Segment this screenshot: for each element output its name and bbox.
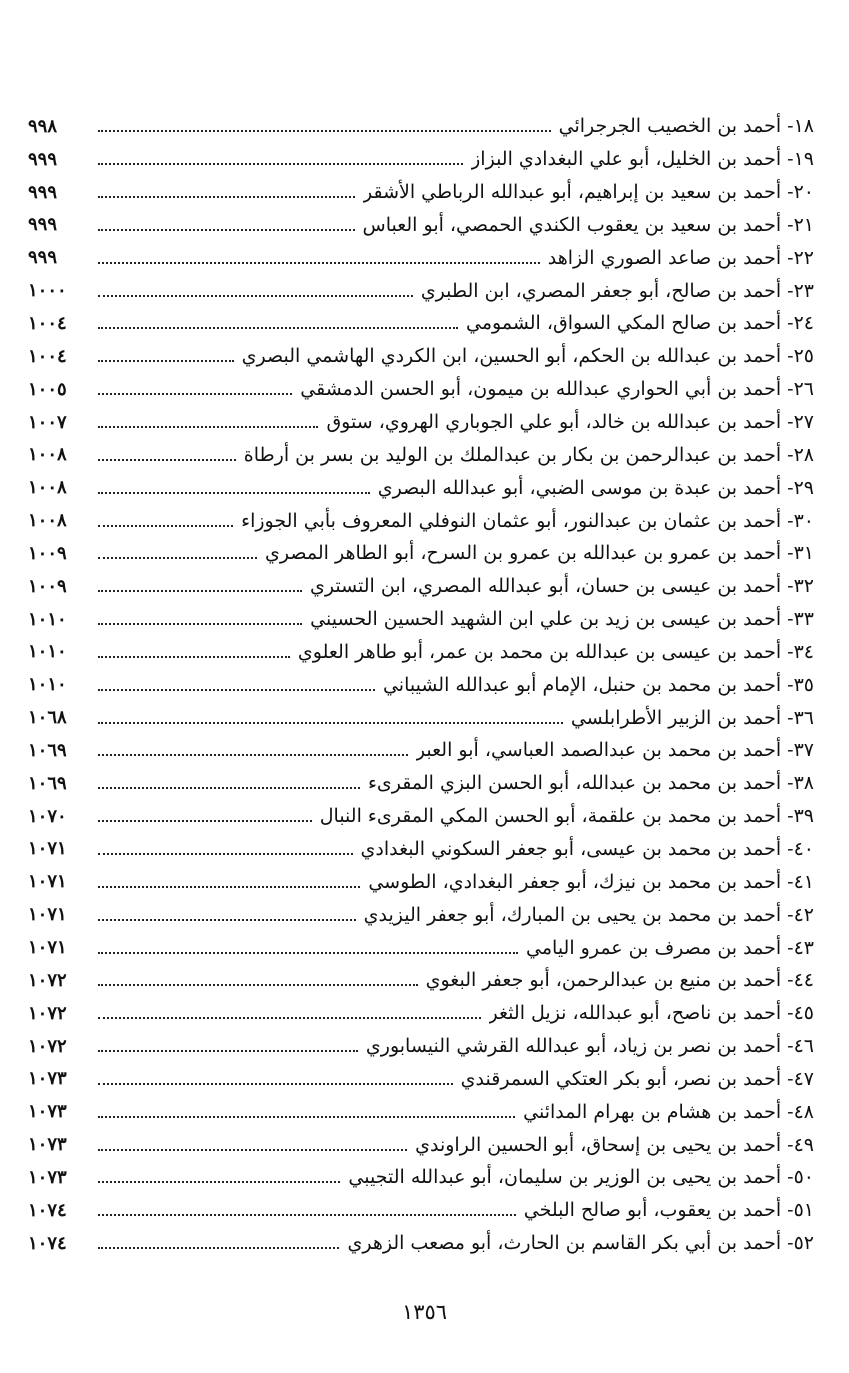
toc-entry-page: ١٠٧٣ xyxy=(28,1068,67,1090)
toc-entry-title: ٢١- أحمد بن سعيد بن يعقوب الكندي الحمصي، أبو العباس xyxy=(362,213,814,236)
toc-entry-page: ١٠٧٢ xyxy=(28,1035,67,1057)
toc-entry-title: ٥٠- أحمد بن يحيى بن الوزير بن سليمان، أبو عبدالله التجيبي xyxy=(348,1166,814,1189)
toc-entry-page: ٩٩٨ xyxy=(28,115,58,137)
dot-leader xyxy=(98,984,418,986)
toc-entry xyxy=(28,1062,814,1095)
dot-leader xyxy=(98,656,290,658)
dot-leader xyxy=(98,360,234,362)
toc-entry-page: ١٠٠٨ xyxy=(28,477,67,499)
toc-entry-page: ١٠٠٨ xyxy=(28,444,67,466)
toc-entry-page: ١٠٦٩ xyxy=(28,772,67,794)
toc-entry xyxy=(28,898,814,931)
toc-entry xyxy=(28,701,814,734)
toc-entry-title: ٤٦- أحمد بن نصر بن زياد، أبو عبدالله القرشي النيسابوري xyxy=(365,1035,814,1058)
toc-entry-page: ١٠٠٤ xyxy=(28,312,67,334)
toc-entry xyxy=(28,1128,814,1161)
toc-entry-page: ١٠٠٤ xyxy=(28,345,67,367)
toc-entry-page: ١٠٧٤ xyxy=(28,1199,67,1221)
dot-leader xyxy=(98,295,413,297)
toc-entry-page: ٩٩٩ xyxy=(28,247,58,269)
dot-leader xyxy=(98,1247,339,1249)
toc-entry-title: ٤٨- أحمد بن هشام بن بهرام المدائني xyxy=(523,1100,814,1123)
dot-leader xyxy=(98,886,360,888)
dot-leader xyxy=(98,426,318,428)
toc-entry-title: ٢٠- أحمد بن سعيد بن إبراهيم، أبو عبدالله الرباطي الأشقر xyxy=(362,181,814,204)
toc-entry-title: ٢٧- أحمد بن عبدالله بن خالد، أبو علي الجوباري الهروي، ستوق xyxy=(326,411,814,434)
toc-entry xyxy=(28,307,814,340)
dot-leader xyxy=(98,722,563,724)
toc-entry xyxy=(28,668,814,701)
toc-entry xyxy=(28,438,814,471)
toc-entry-page: ١٠١٠ xyxy=(28,674,67,696)
toc-entry xyxy=(28,1030,814,1063)
dot-leader xyxy=(98,1116,515,1118)
toc-entry-page: ١٠٧١ xyxy=(28,871,67,893)
toc-entry-title: ٣٧- أحمد بن محمد بن عبدالصمد العباسي، أبو العبر xyxy=(415,739,814,762)
dot-leader xyxy=(98,1083,453,1085)
toc-entry xyxy=(28,143,814,176)
toc-entry-page: ١٠٧٤ xyxy=(28,1232,67,1254)
toc-entry-page: ١٠٠٥ xyxy=(28,378,67,400)
dot-leader xyxy=(98,689,375,691)
table-of-contents xyxy=(28,110,814,1260)
toc-entry xyxy=(28,176,814,209)
toc-entry-page: ١٠١٠ xyxy=(28,641,67,663)
toc-entry xyxy=(28,209,814,242)
toc-entry-title: ٢٣- أحمد بن صالح، أبو جعفر المصري، ابن الطبري xyxy=(420,279,814,302)
dot-leader xyxy=(98,919,356,921)
dot-leader xyxy=(98,229,355,231)
dot-leader xyxy=(98,787,360,789)
toc-entry-page: ١٠١٠ xyxy=(28,608,67,630)
dot-leader xyxy=(98,525,233,527)
toc-entry xyxy=(28,406,814,439)
toc-entry-page: ٩٩٩ xyxy=(28,214,58,236)
toc-entry-title: ١٩- أحمد بن الخليل، أبو علي البغدادي البزاز xyxy=(471,148,814,171)
dot-leader xyxy=(98,492,370,494)
dot-leader xyxy=(98,623,302,625)
toc-entry-title: ٣٤- أحمد بن عيسى بن عبدالله بن محمد بن عمر، أبو طاهر العلوي xyxy=(297,640,814,663)
toc-entry-title: ٢٦- أحمد بن أبي الحواري عبدالله بن ميمون، أبو الحسن الدمشقي xyxy=(300,378,814,401)
toc-entry-title: ٣١- أحمد بن عمرو بن عبدالله بن عمرو بن السرح، أبو الطاهر المصري xyxy=(265,542,814,565)
toc-entry-page: ١٠٧٠ xyxy=(28,805,67,827)
toc-entry xyxy=(28,1194,814,1227)
toc-entry xyxy=(28,1095,814,1128)
toc-entry-page: ١٠٧٣ xyxy=(28,1134,67,1156)
toc-entry-title: ٣٣- أحمد بن عيسى بن زيد بن علي ابن الشهيد الحسين الحسيني xyxy=(310,608,814,631)
toc-entry-title: ٣٠- أحمد بن عثمان بن عبدالنور، أبو عثمان النوفلي المعروف بأبي الجوزاء xyxy=(241,509,814,532)
toc-entry-title: ٢٥- أحمد بن عبدالله بن الحكم، أبو الحسين، ابن الكردي الهاشمي البصري xyxy=(241,345,814,368)
toc-entry xyxy=(28,734,814,767)
toc-entry xyxy=(28,931,814,964)
toc-entry-page: ١٠٠٨ xyxy=(28,510,67,532)
toc-entry-page: ١٠٦٨ xyxy=(28,707,67,729)
toc-entry-title: ٣٥- أحمد بن محمد بن حنبل، الإمام أبو عبدالله الشيباني xyxy=(382,673,814,696)
toc-entry-title: ٤٤- أحمد بن منيع بن عبدالرحمن، أبو جعفر البغوي xyxy=(425,969,814,992)
toc-entry xyxy=(28,964,814,997)
toc-entry-page: ١٠٧٢ xyxy=(28,969,67,991)
toc-entry xyxy=(28,800,814,833)
toc-entry-page: ١٠٧٢ xyxy=(28,1002,67,1024)
page-number: ١٣٥٦ xyxy=(401,1300,448,1324)
dot-leader xyxy=(98,557,257,559)
toc-entry-title: ٤٢- أحمد بن محمد بن يحيى بن المبارك، أبو جعفر اليزيدي xyxy=(363,903,814,926)
toc-entry xyxy=(28,603,814,636)
toc-entry-title: ٤٠- أحمد بن محمد بن عيسى، أبو جعفر السكوني البغدادي xyxy=(360,837,814,860)
toc-entry-page: ١٠٠٧ xyxy=(28,411,67,433)
dot-leader xyxy=(98,1214,516,1216)
toc-entry xyxy=(28,274,814,307)
toc-entry-page: ١٠٧٣ xyxy=(28,1166,67,1188)
toc-entry-page: ٩٩٩ xyxy=(28,148,58,170)
toc-entry-page: ١٠٠٩ xyxy=(28,575,67,597)
dot-leader xyxy=(98,1017,481,1019)
toc-entry-title: ٤٥- أحمد بن ناصح، أبو عبدالله، نزيل الثغر xyxy=(488,1002,814,1025)
toc-entry xyxy=(28,833,814,866)
toc-entry-page: ١٠٧٣ xyxy=(28,1101,67,1123)
dot-leader xyxy=(98,196,355,198)
dot-leader xyxy=(98,393,292,395)
toc-entry xyxy=(28,1161,814,1194)
dot-leader xyxy=(98,262,540,264)
toc-entry-title: ٥١- أحمد بن يعقوب، أبو صالح البلخي xyxy=(523,1199,814,1222)
toc-entry xyxy=(28,504,814,537)
toc-entry-page: ١٠٠٩ xyxy=(28,542,67,564)
toc-entry-title: ٣٨- أحمد بن محمد بن عبدالله، أبو الحسن البزي المقرىء xyxy=(367,772,814,795)
toc-entry xyxy=(28,110,814,143)
dot-leader xyxy=(98,853,353,855)
toc-entry xyxy=(28,865,814,898)
dot-leader xyxy=(98,1181,340,1183)
toc-entry-page: ١٠٦٩ xyxy=(28,739,67,761)
dot-leader xyxy=(98,754,408,756)
dot-leader xyxy=(98,163,463,165)
toc-entry-page: ٩٩٩ xyxy=(28,181,58,203)
toc-entry-page: ١٠٧١ xyxy=(28,904,67,926)
toc-entry-title: ٥٢- أحمد بن أبي بكر القاسم بن الحارث، أبو مصعب الزهري xyxy=(347,1232,814,1255)
toc-entry-title: ٤١- أحمد بن محمد بن نيزك، أبو جعفر البغدادي، الطوسي xyxy=(368,870,814,893)
dot-leader xyxy=(98,952,518,954)
toc-entry-title: ٣٩- أحمد بن محمد بن علقمة، أبو الحسن المكي المقرىء النبال xyxy=(319,805,814,828)
toc-entry-title: ٢٩- أحمد بن عبدة بن موسى الضبي، أبو عبدالله البصري xyxy=(377,476,814,499)
toc-entry xyxy=(28,767,814,800)
toc-entry xyxy=(28,1227,814,1260)
toc-entry xyxy=(28,537,814,570)
toc-entry-title: ٣٦- أحمد بن الزبير الأطرابلسي xyxy=(570,706,814,729)
dot-leader xyxy=(98,820,312,822)
toc-entry-title: ٢٨- أحمد بن عبدالرحمن بن بكار بن عبدالملك بن الوليد بن بسر بن أرطاة xyxy=(243,443,814,466)
toc-entry xyxy=(28,340,814,373)
toc-entry-page: ١٠٠٠ xyxy=(28,280,67,302)
toc-entry-page: ١٠٧١ xyxy=(28,838,67,860)
dot-leader xyxy=(98,1050,358,1052)
toc-entry-title: ٤٣- أحمد بن مصرف بن عمرو اليامي xyxy=(526,936,814,959)
toc-entry-title: ٤٩- أحمد بن يحيى بن إسحاق، أبو الحسين الراوندي xyxy=(415,1133,814,1156)
toc-entry xyxy=(28,471,814,504)
toc-entry-page: ١٠٧١ xyxy=(28,937,67,959)
toc-entry-title: ٣٢- أحمد بن عيسى بن حسان، أبو عبدالله المصري، ابن التستري xyxy=(309,575,814,598)
toc-entry-title: ٢٤- أحمد بن صالح المكي السواق، الشمومي xyxy=(466,312,814,335)
toc-entry xyxy=(28,997,814,1030)
dot-leader xyxy=(98,327,458,329)
toc-entry-title: ١٨- أحمد بن الخصيب الجرجرائي xyxy=(558,115,814,138)
toc-entry-title: ٤٧- أحمد بن نصر، أبو بكر العتكي السمرقندي xyxy=(460,1067,814,1090)
toc-entry xyxy=(28,241,814,274)
toc-entry xyxy=(28,373,814,406)
toc-entry-title: ٢٢- أحمد بن صاعد الصوري الزاهد xyxy=(547,246,814,269)
dot-leader xyxy=(98,590,302,592)
toc-entry xyxy=(28,570,814,603)
toc-entry xyxy=(28,636,814,669)
dot-leader xyxy=(98,1149,407,1151)
dot-leader xyxy=(98,130,551,132)
dot-leader xyxy=(98,459,236,461)
